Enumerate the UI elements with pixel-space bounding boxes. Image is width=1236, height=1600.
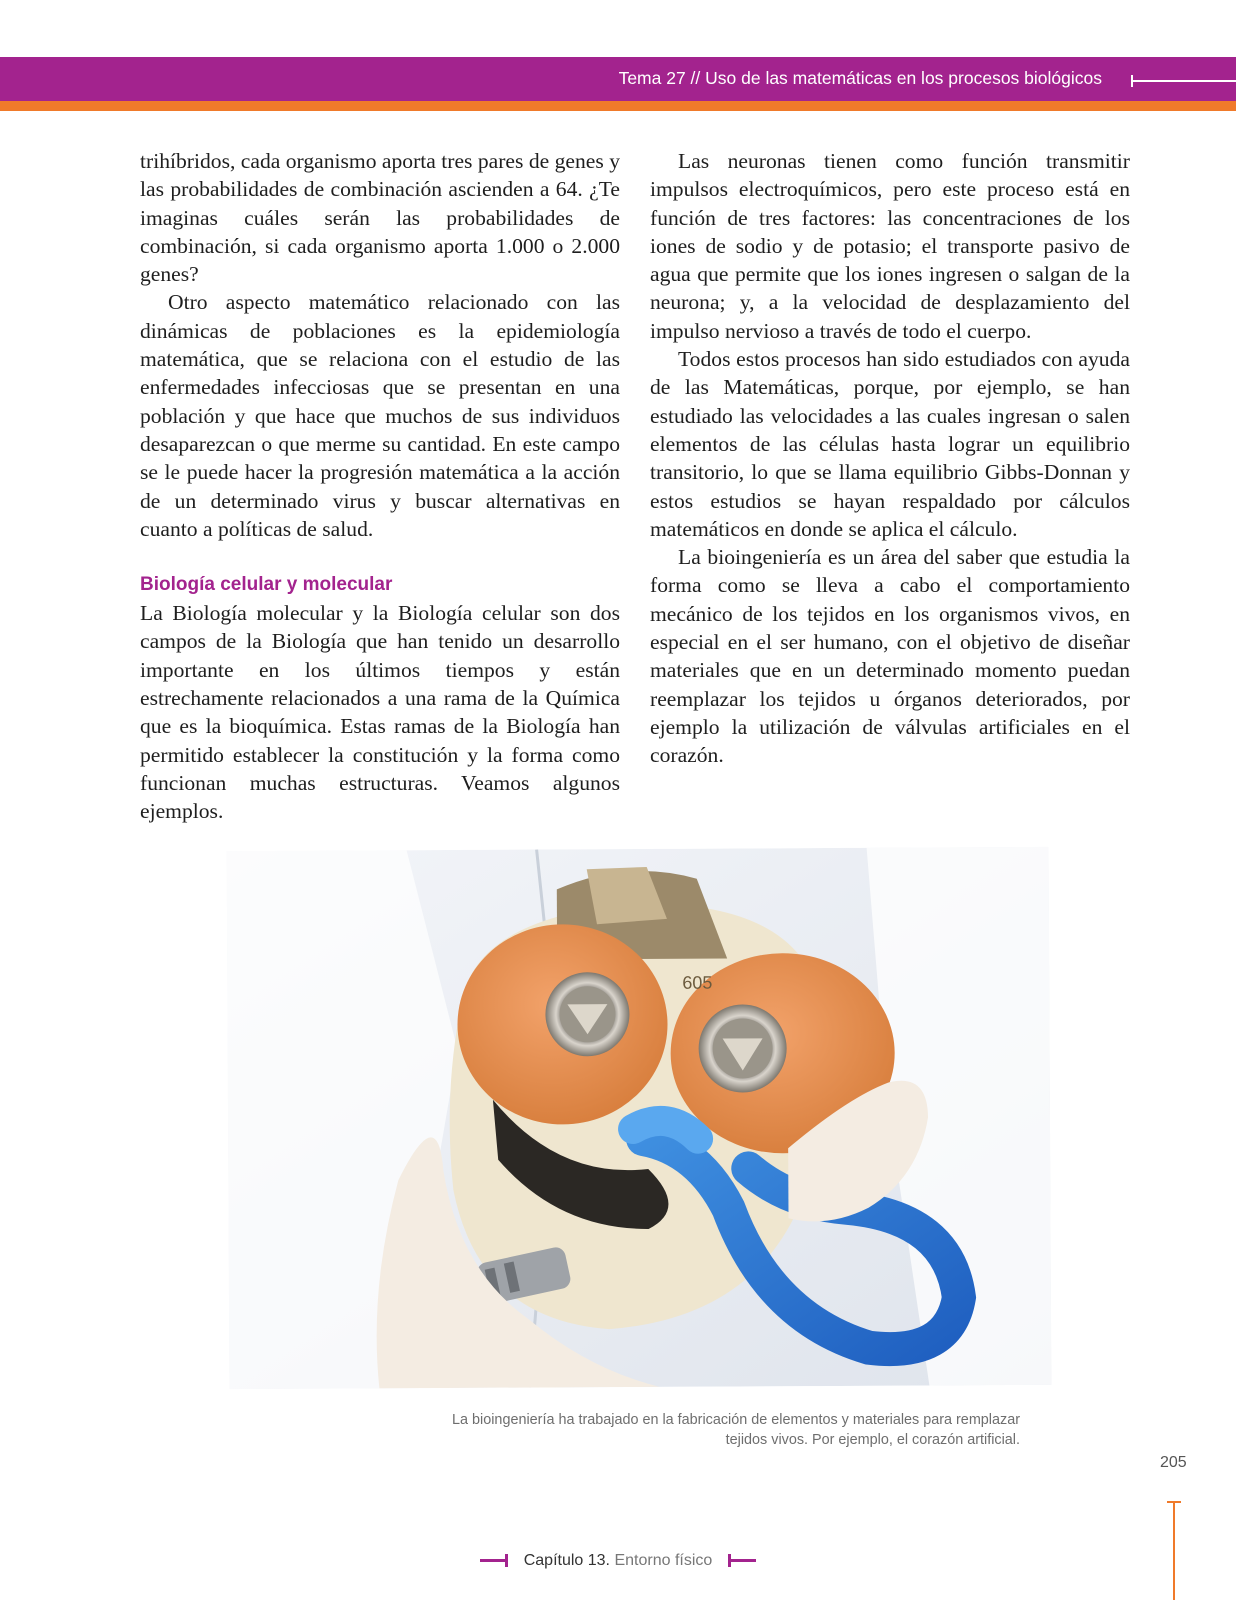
header-accent-stripe (0, 101, 1236, 111)
body-paragraph: La Biología molecular y la Biología celular son dos campos de la Biología que han tenido un desarrollo importante en los últimos tiempos y están estrechamente relacionados a una rama de la Química que es la bioquímica. Estas ramas de la Biología han permitido establecer la constitución y la forma como funcionan muchas estructuras. Veamos algunos ejemplos. (140, 601, 620, 824)
left-column (140, 147, 620, 826)
artificial-heart-photo (227, 847, 1052, 1389)
body-paragraph: Otro aspecto matemático relacionado con las dinámicas de poblaciones es la epidemiología matemática, que se relaciona con el estudio de las enfermedades infecciosas que se presentan en una población y que hace que muchos de sus individuos desaparezcan o que merme su cantidad. En este campo se le puede hacer la progresión matemática a la acción de un determinado virus y buscar alternativas en cuanto a políticas de salud. (140, 290, 620, 541)
body-paragraph: trihíbridos, cada organismo aporta tres pares de genes y las probabilidades de combinación ascienden a 64. ¿Te imaginas cuáles serán las probabilidades de combinación, si cada organismo aporta 1.000 o 2.000 genes? (140, 149, 620, 287)
body-paragraph: La bioingeniería es un área del saber que estudia la forma como se lleva a cabo el comportamiento mecánico de los tejidos en los organismos vivos, en especial en el ser humano, con el objetivo de diseñar materiales que en un determinado momento puedan reemplazar los tejidos u órganos deteriorados, por ejemplo la utilización de válvulas artificiales en el corazón. (650, 545, 1130, 768)
page-number: 205 (1160, 1454, 1187, 1471)
page-header-title: Tema 27 // Uso de las matemáticas en los procesos biológicos (618, 68, 1102, 88)
footer-right-marker (728, 1559, 756, 1562)
caption-line: tejidos vivos. Por ejemplo, el corazón artificial. (725, 1432, 1020, 1448)
figure-caption (400, 1410, 1020, 1450)
footer-left-marker (480, 1559, 508, 1562)
right-column (650, 147, 1130, 770)
body-paragraph: Todos estos procesos han sido estudiados con ayuda de las Matemáticas, porque, por ejemplo, se han estudiado las velocidades a las cuales ingresan o salen elementos de las células hasta lograr un equilibrio transitorio, lo que se llama equilibrio Gibbs-Donnan y estos estudios se hayan respaldado por cálculos matemáticos en donde se aplica el cálculo. (650, 347, 1130, 541)
page-footer (0, 1552, 1236, 1570)
footer-chapter-name: Entorno físico (614, 1552, 713, 1569)
footer-chapter-label: Capítulo 13. (523, 1552, 610, 1569)
header-rule-tick (1131, 75, 1133, 87)
header-rule (1131, 80, 1236, 82)
body-paragraph: Las neuronas tienen como función transmitir impulsos electroquímicos, pero este proceso está en función de tres factores: las concentraciones de los iones de sodio y de potasio; el transporte pasivo de agua que permite que los iones ingresen o salgan de la neurona; y, a la velocidad de desplazamiento del impulso nervioso a través de todo el cuerpo. (650, 149, 1130, 343)
caption-line: La bioingeniería ha trabajado en la fabricación de elementos y materiales para remplazar (452, 1412, 1020, 1428)
device-label: 605 (682, 972, 713, 993)
section-heading: Biología celular y molecular (140, 574, 393, 596)
